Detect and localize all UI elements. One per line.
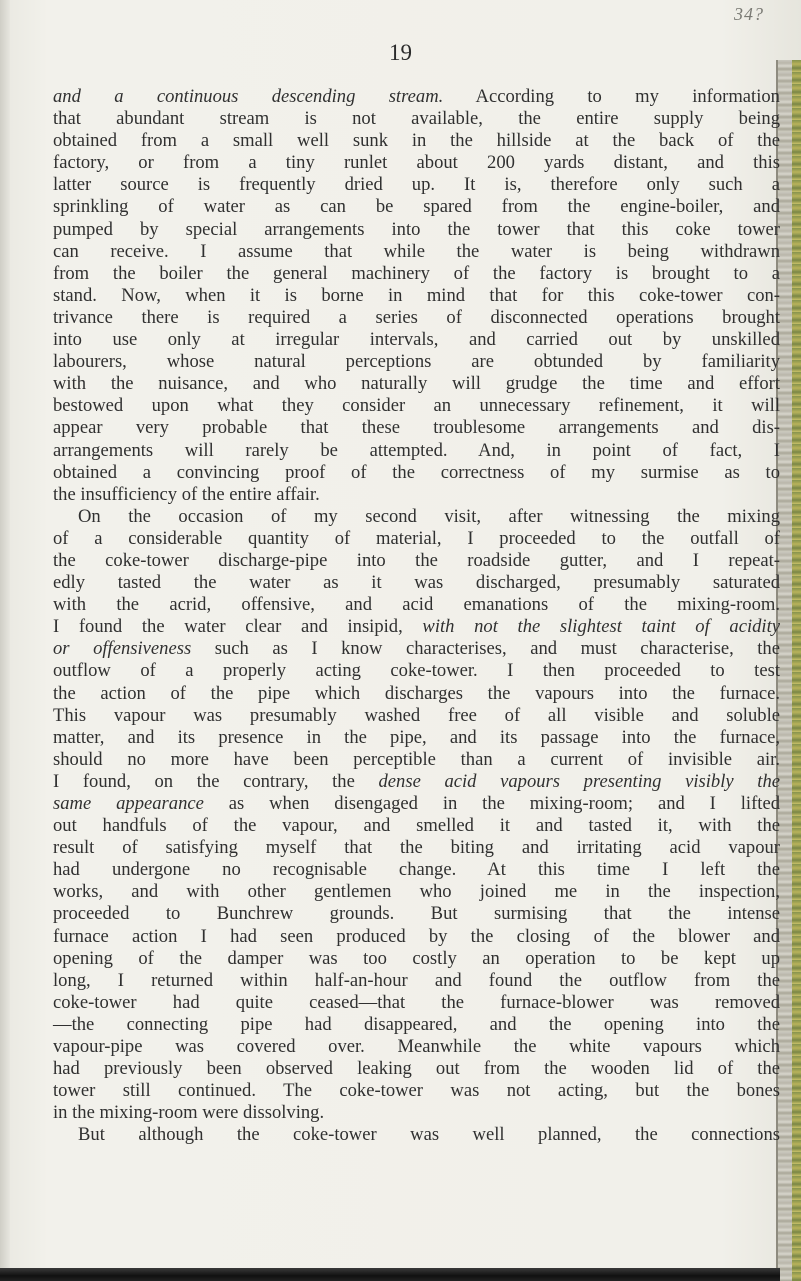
text-segment: with the acrid, offensive, and acid emanations of the mixing-room. [53,594,780,616]
text-line [53,152,780,174]
text-line [53,859,780,881]
text-line [53,550,780,572]
text-line [53,594,780,616]
text-segment: of a considerable quantity of material, I proceeded to the outfall of [53,527,780,549]
text-segment: latter source is frequently dried up. It is, therefore only such a [53,174,780,196]
text-segment: the coke-tower discharge-pipe into the roadside gutter, and I repeat- [53,549,780,571]
text-line [53,660,780,682]
text-segment: On the occasion of my second visit, after witnessing the mixing [78,505,780,527]
text-segment: works, and with other gentlemen who joined me in the inspection, [53,881,780,903]
text-segment: coke-tower had quite ceased—that the furnace-blower was removed [53,991,780,1013]
italic-text-segment: dense acid vapours presenting visibly the [378,770,781,792]
text-segment: I found the water clear and insipid, [53,616,423,638]
text-segment: obtained from a small well sunk in the hillside at the back of the [53,130,780,152]
italic-text-segment: or offensiveness [53,638,192,660]
text-segment: obtained a convincing proof of the correctness of my surmise as to [53,461,780,483]
text-segment: had undergone no recognisable change. At this time I left the [53,859,780,881]
page-left-edge [0,0,10,1281]
text-line [53,705,780,727]
text-line [53,903,780,925]
text-segment: pumped by special arrangements into the tower that this coke tower [53,218,780,240]
text-line [53,727,780,749]
italic-text-segment: and a continuous descending stream. [53,86,444,107]
text-line [53,506,780,528]
text-segment: opening of the damper was too costly an operation to be kept up [53,947,780,969]
text-segment: proceeded to Bunchrew grounds. But surmising that the intense [53,903,780,925]
text-line [53,683,780,705]
text-line [53,638,780,660]
text-segment: This vapour was presumably washed free of all visible and soluble [53,704,780,726]
text-segment: as when disengaged in the mixing-room; and I lifted [203,793,780,814]
text-segment: long, I returned within half-an-hour and found the outflow from the [53,969,780,991]
text-segment: outflow of a properly acting coke-tower. I then proceeded to test [53,660,780,682]
book-binding-strip [792,60,801,1281]
text-line [53,749,780,771]
text-line [53,793,780,815]
text-line [53,130,780,152]
text-line [53,86,780,108]
text-line [53,572,780,594]
text-segment: with the nuisance, and who naturally will grudge the time and effort [53,373,780,395]
text-segment: sprinkling of water as can be spared from the engine-boiler, and [53,196,780,218]
body-text [53,86,780,1147]
text-line [53,1102,780,1124]
text-segment: tower still continued. The coke-tower was not acting, but the bones [53,1080,780,1102]
text-line [53,926,780,948]
text-segment: in the mixing-room were dissolving. [53,1102,325,1124]
text-line [53,1124,780,1146]
text-line [53,1036,780,1058]
text-line [53,992,780,1014]
text-segment: furnace action I had seen produced by the closing of the blower and [53,925,780,947]
text-segment: But although the coke-tower was well planned, the connections [78,1124,780,1146]
text-line [53,196,780,218]
text-segment: from the boiler the general machinery of the factory is brought to a [53,262,780,284]
text-line [53,108,780,130]
text-segment: factory, or from a tiny runlet about 200 yards distant, and this [53,152,780,174]
text-line [53,241,780,263]
text-line [53,484,780,506]
text-segment: labourers, whose natural perceptions are obtunded by familiarity [53,351,780,373]
text-segment: I found, on the contrary, the [53,770,379,792]
text-line [53,1080,780,1102]
text-segment: should no more have been perceptible than a current of invisible air. [53,748,780,770]
text-segment: such as I know characterises, and must characterise, the [191,638,780,660]
text-line [53,285,780,307]
italic-text-segment: with not the slightest taint of acidity [422,616,781,638]
text-line [53,771,780,793]
text-line [53,948,780,970]
text-line [53,837,780,859]
text-segment: out handfuls of the vapour, and smelled it and tasted it, with the [53,815,780,837]
text-line [53,174,780,196]
text-line [53,528,780,550]
text-line [53,970,780,992]
page-number: 19 [389,40,412,65]
text-line [53,881,780,903]
text-segment: arrangements will rarely be attempted. And, in point of fact, I [53,439,780,461]
text-segment: bestowed upon what they consider an unnecessary refinement, it will [53,395,780,417]
text-line [53,263,780,285]
text-segment: vapour-pipe was covered over. Meanwhile the white vapours which [53,1036,780,1058]
text-segment: appear very probable that these troublesome arrangements and dis- [53,417,780,439]
text-line [53,417,780,439]
text-line [53,307,780,329]
text-segment: had previously been observed leaking out from the wooden lid of the [53,1058,780,1080]
text-line [53,373,780,395]
text-line [53,395,780,417]
text-segment: that abundant stream is not available, the entire supply being [53,108,780,130]
text-segment: —the connecting pipe had disappeared, and the opening into the [53,1013,780,1035]
text-line [53,1014,780,1036]
text-segment: result of satisfying myself that the biting and irritating acid vapour [53,837,780,859]
text-segment: the action of the pipe which discharges the vapours into the furnace. [53,682,780,704]
text-segment: can receive. I assume that while the water is being withdrawn [53,240,780,262]
text-segment: into use only at irregular intervals, and carried out by unskilled [53,329,780,351]
text-line [53,1058,780,1080]
corner-pencil-annotation: 34? [734,4,764,24]
text-segment: the insufficiency of the entire affair. [53,483,320,505]
italic-text-segment: same appearance [53,793,204,814]
text-segment: trivance there is required a series of disconnected operations brought [53,306,780,328]
text-segment: matter, and its presence in the pipe, and its passage into the furnace, [53,726,780,748]
text-line [53,616,780,638]
bottom-shadow-bar [0,1268,780,1281]
text-line [53,219,780,241]
text-line [53,351,780,373]
text-segment: stand. Now, when it is borne in mind that for this coke-tower con- [53,284,780,306]
text-line [53,462,780,484]
text-line [53,329,780,351]
text-segment: According to my information [443,86,780,107]
text-line [53,440,780,462]
text-segment: edly tasted the water as it was discharged, presumably saturated [53,572,780,594]
text-line [53,815,780,837]
